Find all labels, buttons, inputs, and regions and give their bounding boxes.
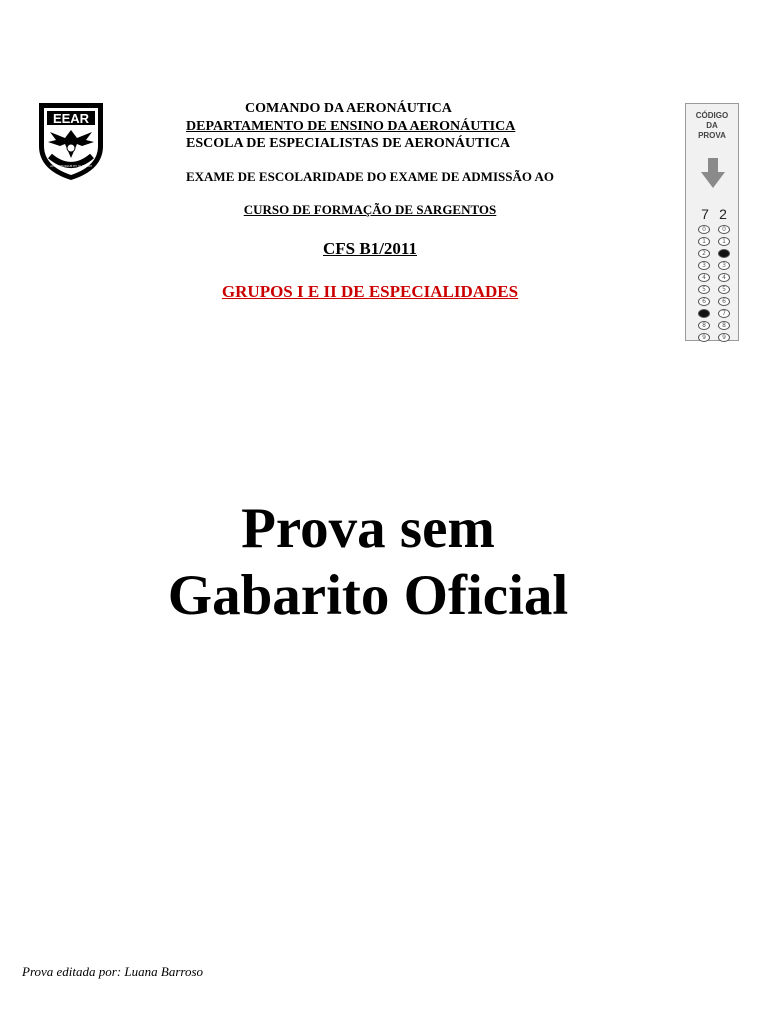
logo-motto: AD VICTORIAM ET GLORIAM <box>50 164 92 168</box>
code-label-line3: PROVA <box>698 131 726 140</box>
logo-text: EEAR <box>52 111 90 126</box>
code-bubble: 6 <box>698 297 710 306</box>
code-bubble: 0 <box>698 225 710 234</box>
code-bubble: 9 <box>718 333 730 342</box>
cfs-code: CFS B1/2011 <box>323 239 417 258</box>
code-bubble: 3 <box>698 261 710 270</box>
code-bubble: 1 <box>698 237 710 246</box>
test-code-box <box>685 103 739 341</box>
code-bubble-filled: 7 <box>698 309 710 318</box>
code-bubble: 6 <box>718 297 730 306</box>
code-bubble-filled: 2 <box>718 249 730 258</box>
code-digit-2: 2 <box>719 206 727 222</box>
header-command: COMANDO DA AERONÁUTICA <box>245 101 452 116</box>
code-bubble: 5 <box>698 285 710 294</box>
code-bubble: 4 <box>718 273 730 282</box>
main-title-line2: Gabarito Oficial <box>167 564 569 627</box>
code-bubble-grid <box>698 206 730 344</box>
code-bubble: 8 <box>698 321 710 330</box>
code-label-line1: CÓDIGO <box>695 111 729 120</box>
code-bubble: 0 <box>718 225 730 234</box>
code-bubble: 1 <box>718 237 730 246</box>
header-school: ESCOLA DE ESPECIALISTAS DE AERONÁUTICA <box>186 136 511 151</box>
course-title: CURSO DE FORMAÇÃO DE SARGENTOS <box>243 202 497 217</box>
code-bubble: 3 <box>718 261 730 270</box>
main-title-line1: Prova sem <box>241 497 495 560</box>
code-bubble: 4 <box>698 273 710 282</box>
code-bubble: 8 <box>718 321 730 330</box>
code-label-line2: DA <box>706 121 718 130</box>
groups-title: GRUPOS I E II DE ESPECIALIDADES <box>221 282 519 301</box>
header-department: DEPARTAMENTO DE ENSINO DA AERONÁUTICA <box>186 119 516 134</box>
code-bubble: 9 <box>698 333 710 342</box>
exam-title: EXAME DE ESCOLARIDADE DO EXAME DE ADMISSÃO AO <box>185 169 555 184</box>
arrow-down-icon <box>699 156 727 190</box>
code-bubble: 5 <box>718 285 730 294</box>
code-label <box>686 111 738 141</box>
editor-credit: Prova editada por: Luana Barroso <box>22 964 204 979</box>
code-bubble: 7 <box>718 309 730 318</box>
code-bubble: 2 <box>698 249 710 258</box>
code-digit-1: 7 <box>701 206 709 222</box>
